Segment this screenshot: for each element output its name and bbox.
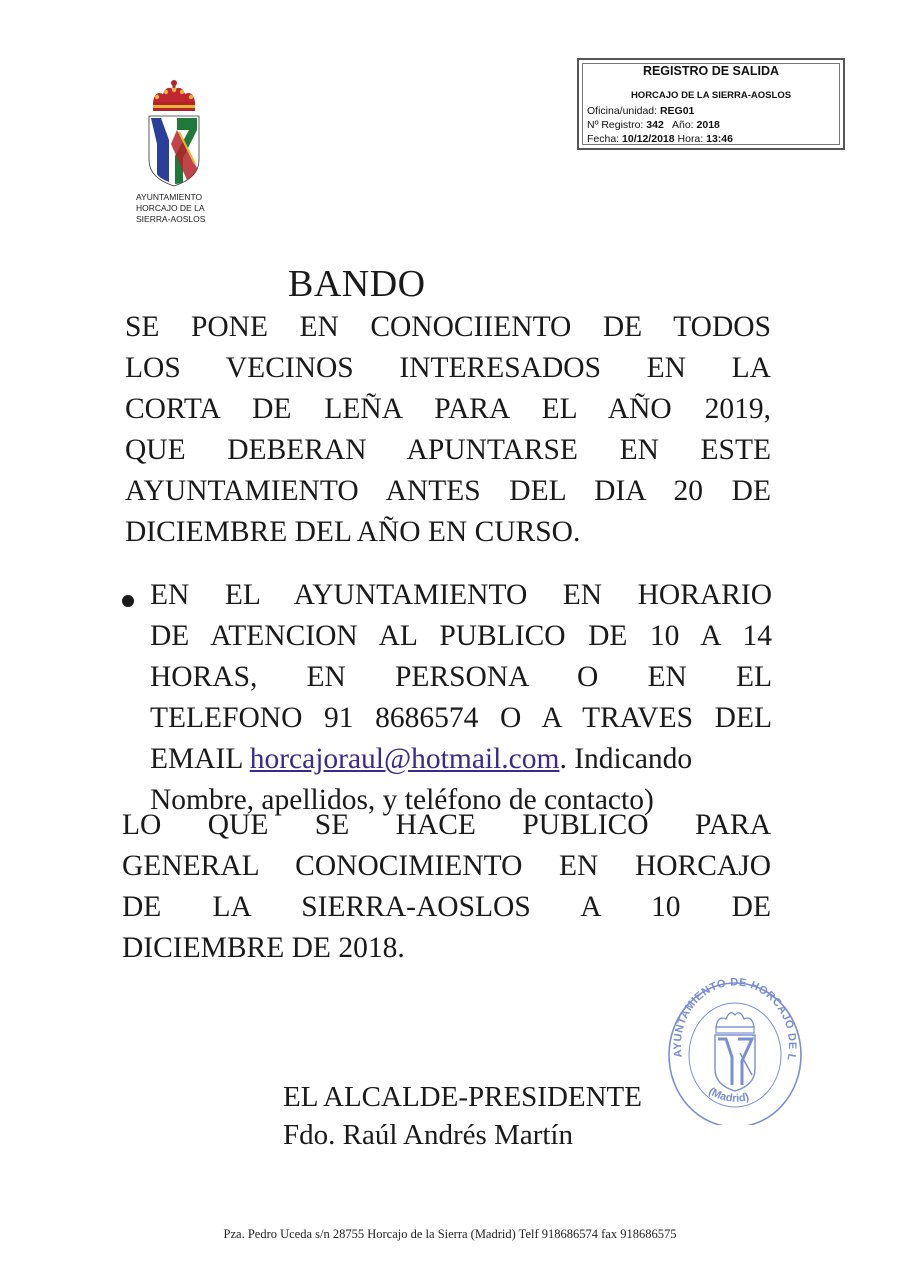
bullet-line: Nombre, apellidos, y teléfono de contacto)	[150, 784, 654, 816]
intro-line: QUE DEBERAN APUNTARSE EN ESTE	[125, 434, 771, 466]
closing-line: DICIEMBRE DE 2018.	[122, 932, 405, 964]
seal-icon	[660, 965, 810, 1125]
date-value: 10/12/2018	[622, 133, 675, 145]
municipality-logo	[128, 78, 220, 225]
bullet-icon	[122, 595, 134, 607]
intro-line: CORTA DE LEÑA PARA EL AÑO 2019,	[125, 393, 771, 425]
number-label: Nº Registro:	[587, 119, 644, 131]
intro-paragraph	[125, 307, 771, 553]
time-value: 13:46	[706, 133, 733, 145]
closing-line: DE LA SIERRA-AOSLOS A 10 DE	[122, 891, 771, 923]
logo-caption-line: SIERRA-AOSLOS	[136, 214, 206, 224]
register-title: REGISTRO DE SALIDA	[642, 64, 780, 78]
register-date-line	[587, 133, 733, 145]
intro-line: LOS VECINOS INTERESADOS EN LA	[125, 352, 771, 384]
official-seal	[660, 965, 810, 1125]
intro-line: AYUNTAMIENTO ANTES DEL DIA 20 DE	[125, 475, 771, 507]
bullet-line: DE ATENCION AL PUBLICO DE 10 A 14	[150, 620, 772, 652]
email-line	[150, 739, 772, 780]
logo-caption	[136, 192, 220, 225]
seal-bottom-text: (Madrid)	[706, 1085, 751, 1105]
shield-icon	[149, 116, 199, 186]
year-label: Año:	[672, 119, 694, 131]
signature-block	[283, 1078, 642, 1154]
logo-caption-line: AYUNTAMIENTO	[136, 192, 203, 202]
register-organization: HORCAJO DE LA SIERRA-AOSLOS	[630, 90, 792, 101]
register-office-line	[587, 105, 694, 117]
email-prefix: EMAIL	[150, 743, 243, 775]
seal-top-text: AYUNTAMIENTO DE HORCAJO DE L	[671, 976, 799, 1062]
bullet-line: HORAS, EN PERSONA O EN EL	[150, 661, 772, 693]
signer-name: Fdo. Raúl Andrés Martín	[283, 1119, 573, 1151]
office-value: REG01	[659, 105, 695, 117]
closing-line: GENERAL CONOCIMIENTO EN HORCAJO	[122, 850, 771, 882]
number-value: 342	[646, 119, 664, 131]
office-label: Oficina/unidad:	[587, 105, 658, 117]
coat-of-arms-icon	[141, 78, 207, 188]
document-title: BANDO	[288, 263, 426, 305]
bullet-text	[150, 575, 772, 821]
footer-address: Pza. Pedro Uceda s/n 28755 Horcajo de la Sierra (Madrid) Telf 918686574 fax 918686575	[223, 1227, 677, 1241]
time-label: Hora:	[677, 133, 704, 145]
register-number-line	[587, 119, 720, 131]
closing-line: LO QUE SE HACE PUBLICO PARA	[122, 809, 771, 841]
date-label: Fecha:	[587, 133, 620, 145]
intro-line: DICIEMBRE DEL AÑO EN CURSO.	[125, 516, 581, 548]
intro-line: SE PONE EN CONOCIIENTO DE TODOS	[125, 311, 771, 343]
exit-register-stamp	[577, 58, 845, 150]
logo-caption-line: HORCAJO DE LA	[136, 203, 205, 213]
signer-role: EL ALCALDE-PRESIDENTE	[283, 1081, 642, 1113]
closing-paragraph	[122, 805, 771, 969]
bullet-line: EN EL AYUNTAMIENTO EN HORARIO	[150, 579, 772, 611]
bullet-line: TELEFONO 91 8686574 O A TRAVES DEL	[150, 702, 772, 734]
email-suffix: . Indicando	[559, 743, 693, 775]
crown-icon	[153, 80, 195, 111]
email-link[interactable]: horcajoraul@hotmail.com	[249, 743, 560, 775]
year-value: 2018	[696, 119, 720, 131]
